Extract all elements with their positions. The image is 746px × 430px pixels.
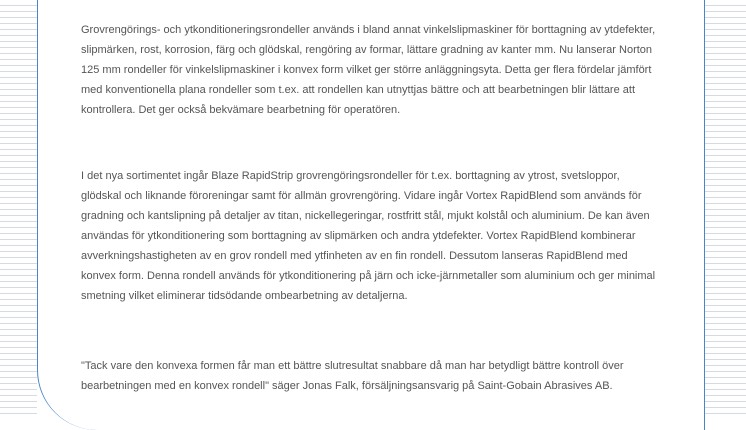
paragraph-sortiment: I det nya sortimentet ingår Blaze RapidStrip grovrengöringsrondeller för t.ex. borttagning av ytrost, svetsloppor, glödskal och liknande föroreningar samt för allmän grovrengöring. Vidare ingår Vortex RapidBlend som används för gradning och kantslipning på detaljer av titan, nickellegeringar, rostfritt stål, mjukt kolstål och aluminium. De kan även användas för ytkonditionering som borttagning av slipmärken och andra ytdefekter. Vortex RapidBlend kombinerar avverkningshastigheten av en grov rondell med ytfinheten av en fin rondell. Dessutom lanseras RapidBlend med konvex form. Denna rondell används för ytkonditionering på järn och icke-järnmetaller som aluminium och ger minimal smetning vilket eliminerar tidsödande ombearbetning av detaljerna. <box>81 170 656 302</box>
decorative-lines-right <box>705 0 746 419</box>
paragraph-grovrengoring: Grovrengörings- och ytkonditioneringsrondeller används i bland annat vinkelslipmaskiner för borttagning av ytdefekter, slipmärken, rost, korrosion, färg och glödskal, rengöring av formar, lättare gradning av kanter mm. Nu lanserar Norton 125 mm rondeller för vinkelslipmaskiner i konvex form vilket ger större anläggningsyta. Detta ger flera fördelar jämfört med konventionella plana rondeller som t.ex. att rondellen kan utnyttjas bättre och att bearbetningen blir lättare att kontrollera. Det ger också bekvämare bearbetning för operatören. <box>81 24 656 116</box>
paragraph-quote: "Tack vare den konvexa formen får man ett bättre slutresultat snabbare då man har betydligt bättre kontroll över bearbetningen med en konvex rondell" säger Jonas Falk, försäljningsansvarig på Saint-Gobain Abrasives AB. <box>81 360 624 392</box>
decorative-lines-left <box>0 0 37 419</box>
document-page <box>37 0 705 430</box>
